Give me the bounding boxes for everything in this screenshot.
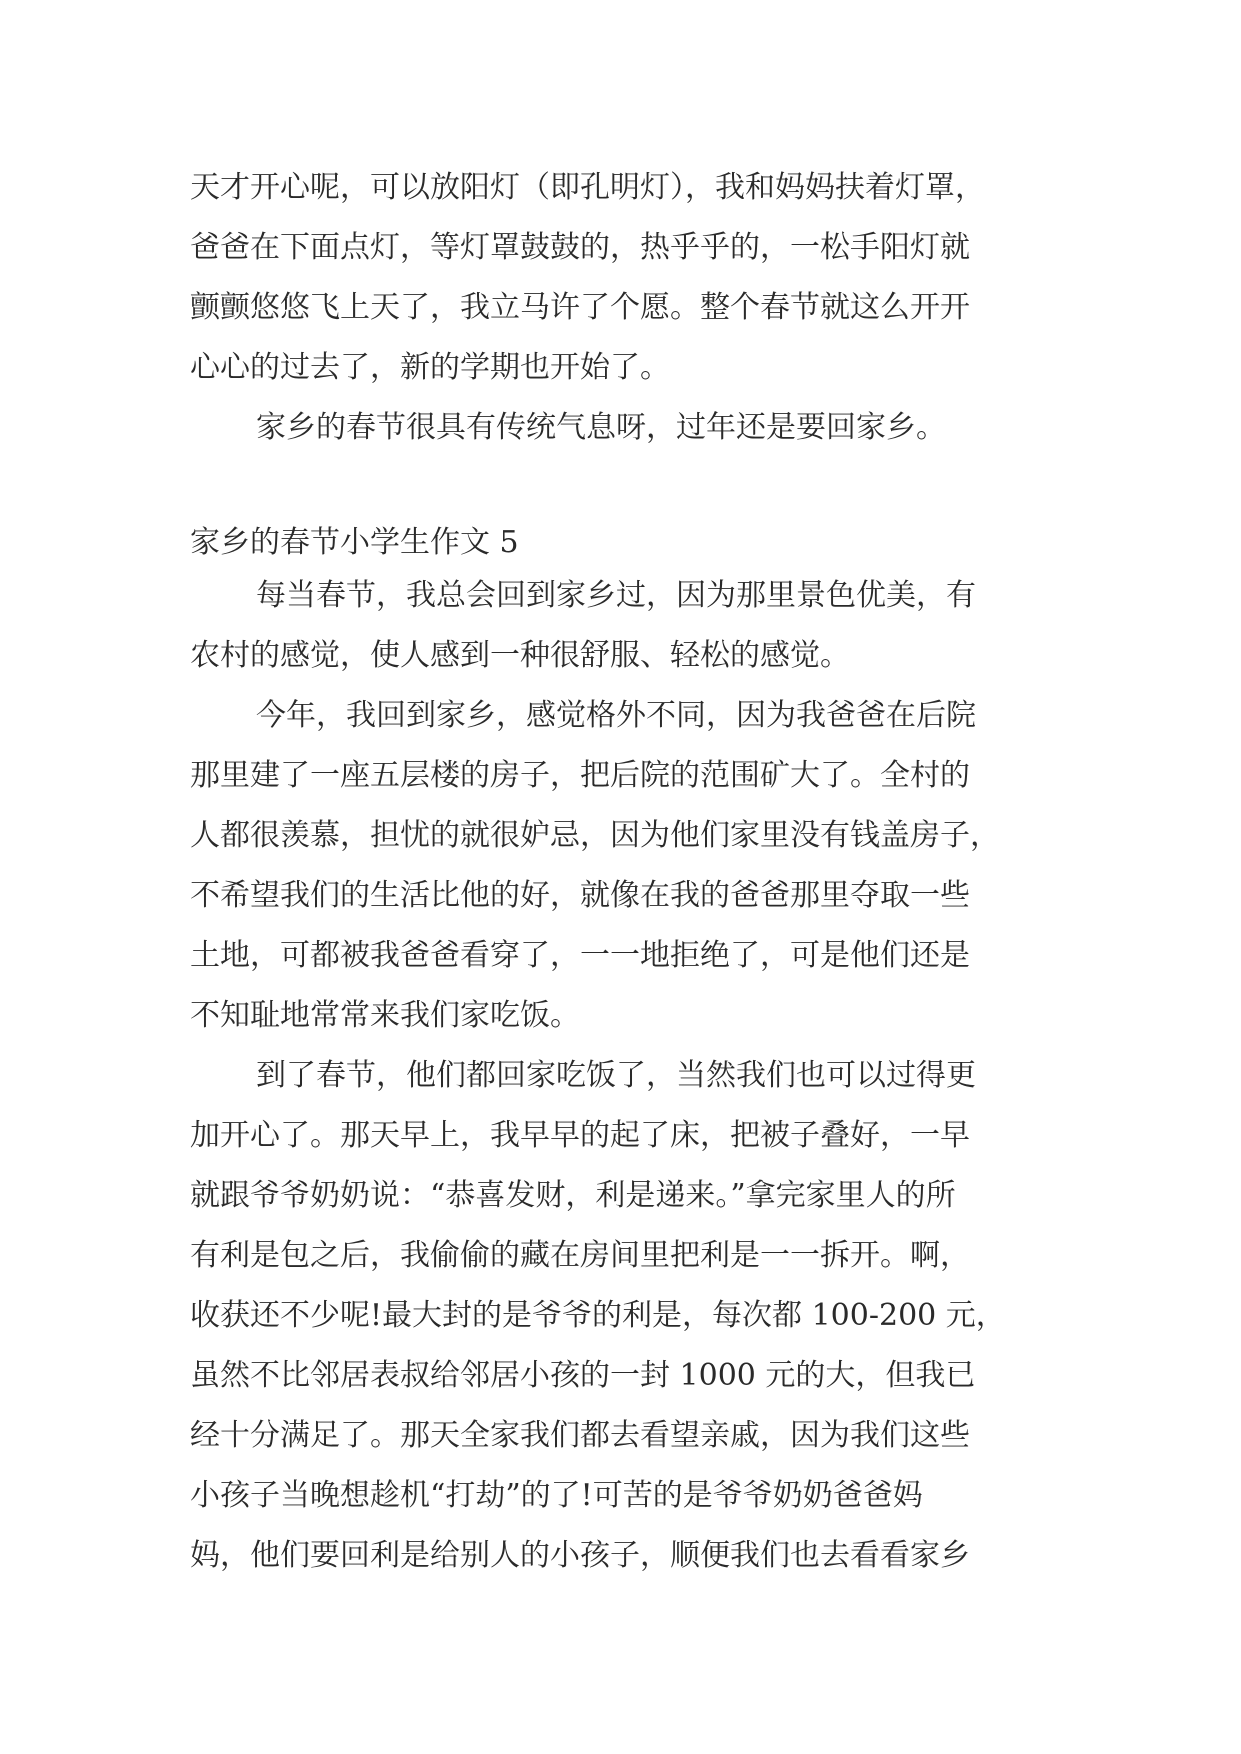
text-line: 心心的过去了，新的学期也开始了。 (190, 350, 670, 385)
text-line: 收获还不少呢!最大封的是爷爷的利是，每次都 100-200 元， (190, 1298, 1006, 1333)
closing-paragraph: 家乡的春节很具有传统气息呀，过年还是要回家乡。 (256, 410, 946, 445)
text-line: 今年，我回到家乡，感觉格外不同，因为我爸爸在后院 (256, 698, 976, 733)
text-line: 不希望我们的生活比他的好，就像在我的爸爸那里夺取一些 (190, 878, 970, 913)
text-line: 不知耻地常常来我们家吃饭。 (190, 998, 580, 1033)
text-line: 那里建了一座五层楼的房子，把后院的范围矿大了。全村的 (190, 758, 970, 793)
text-line: 经十分满足了。那天全家我们都去看望亲戚，因为我们这些 (190, 1418, 970, 1453)
text-line: 人都很羡慕，担忧的就很妒忌，因为他们家里没有钱盖房子， (190, 818, 1000, 853)
paragraph-continuation (190, 158, 1070, 458)
text-line: 小孩子当晚想趁机“打劫”的了!可苦的是爷爷奶奶爸爸妈 (190, 1478, 923, 1513)
text-line: 有利是包之后，我偷偷的藏在房间里把利是一一拆开。啊， (190, 1238, 970, 1273)
essay-body (190, 566, 1070, 1586)
text-line: 爸爸在下面点灯，等灯罩鼓鼓的，热乎乎的，一松手阳灯就 (190, 230, 970, 265)
section-title: 家乡的春节小学生作文 5 (190, 525, 519, 560)
text-line: 就跟爷爷奶奶说：“恭喜发财，利是递来。”拿完家里人的所 (190, 1178, 956, 1213)
text-line: 虽然不比邻居表叔给邻居小孩的一封 1000 元的大，但我已 (190, 1358, 976, 1393)
text-line: 每当春节，我总会回到家乡过，因为那里景色优美，有 (256, 578, 976, 613)
text-line: 妈，他们要回利是给别人的小孩子，顺便我们也去看看家乡 (190, 1538, 970, 1573)
text-line: 颤颤悠悠飞上天了，我立马许了个愿。整个春节就这么开开 (190, 290, 970, 325)
text-line: 农村的感觉，使人感到一种很舒服、轻松的感觉。 (190, 638, 850, 673)
text-line: 土地，可都被我爸爸看穿了，一一地拒绝了，可是他们还是 (190, 938, 970, 973)
text-line: 加开心了。那天早上，我早早的起了床，把被子叠好，一早 (190, 1118, 970, 1153)
text-line: 到了春节，他们都回家吃饭了，当然我们也可以过得更 (256, 1058, 976, 1093)
text-line: 天才开心呢，可以放阳灯（即孔明灯），我和妈妈扶着灯罩， (190, 170, 985, 205)
